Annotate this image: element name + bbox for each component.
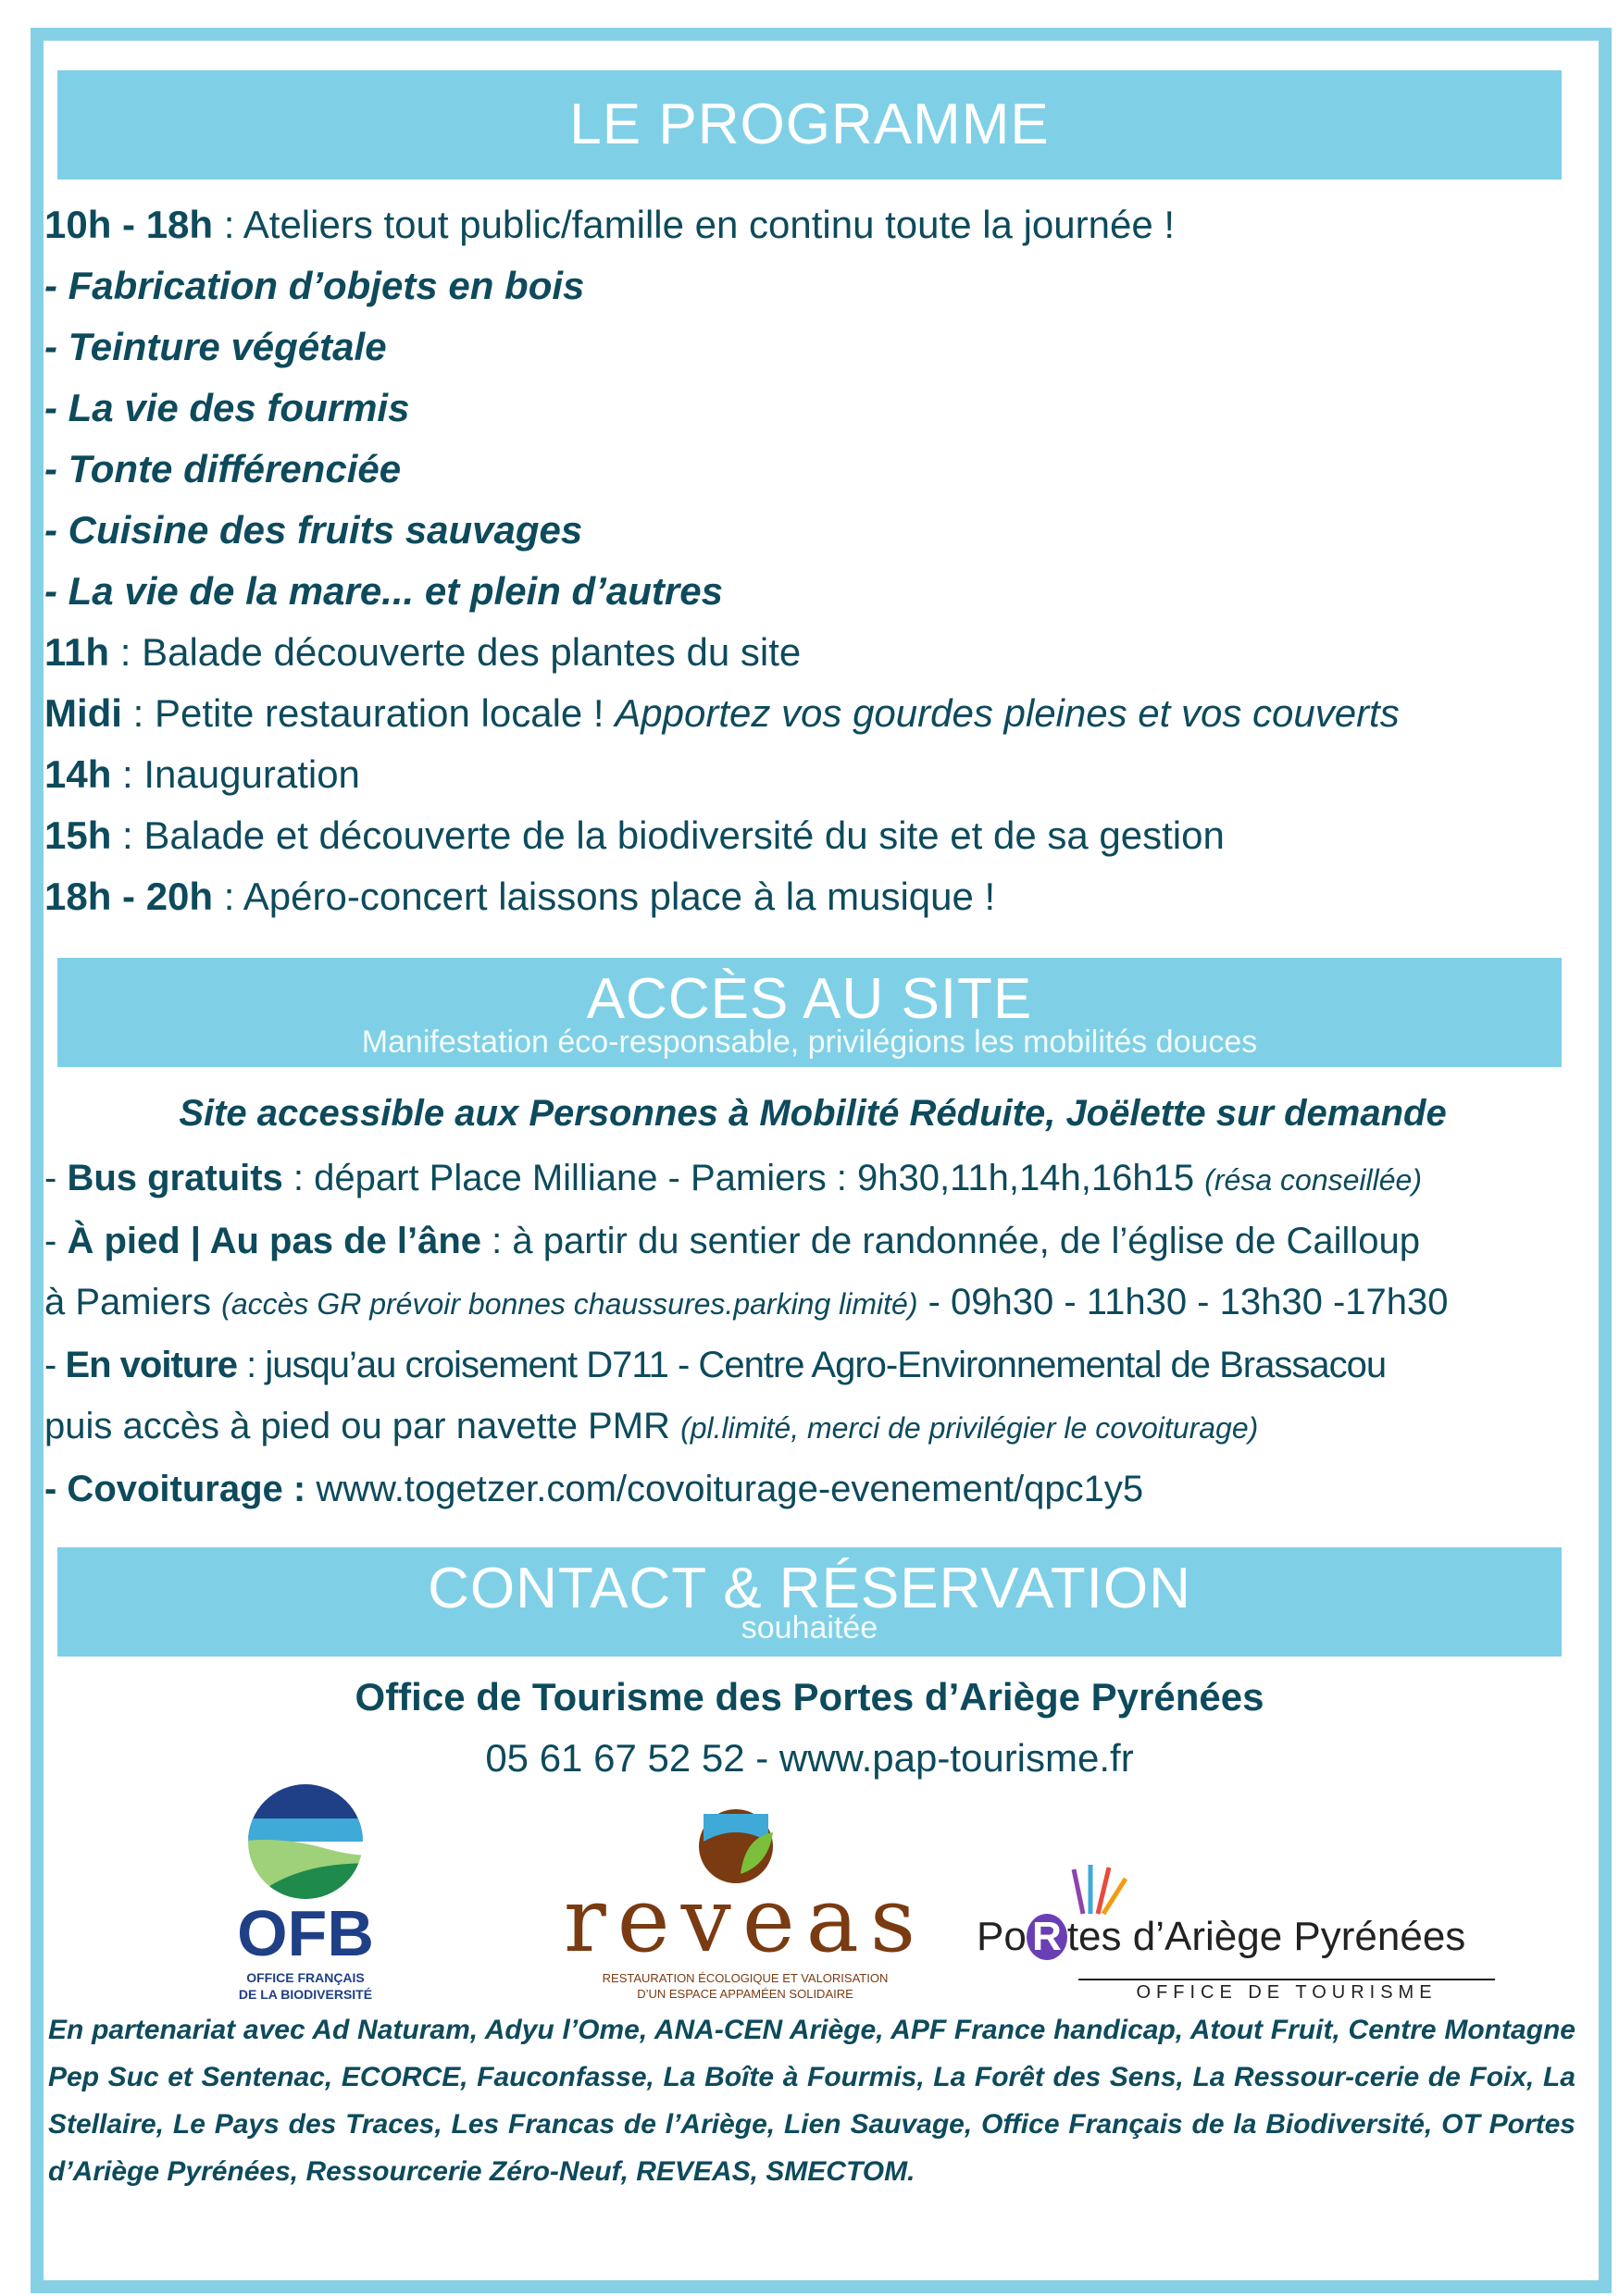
pied2-text: à Pamiers [44,1282,222,1322]
contact-banner [57,1547,1562,1657]
acces-list [44,1079,1581,1520]
reveas-logo [542,1805,949,1999]
activity-item: - Fabrication d’objets en bois [44,264,585,307]
item-text: : Ateliers tout public/famille en continu toute la journée ! [213,203,1176,246]
portes-rest: tes d’Ariège Pyrénées [1066,1914,1466,1959]
item-time: 14h [44,752,112,796]
reveas-sub1: RESTAURATION ÉCOLOGIQUE ET VALORISATION [602,1971,889,1985]
acces-pied [44,1210,1581,1272]
dash: - [44,1221,68,1261]
activity-item: - La vie de la mare... et plein d’autres [44,569,723,613]
item-time: 11h [44,630,110,674]
contact-title: CONTACT & RÉSERVATION [428,1557,1191,1620]
ofb-sub1: OFFICE FRANÇAIS [246,1970,365,1985]
item-time: 10h - 18h [44,203,214,246]
item-time: Midi [44,691,122,735]
activity-item: - La vie des fourmis [44,386,410,429]
programme-item [44,744,1581,805]
portes-name [977,1914,1465,1960]
acces-voiture [44,1334,1581,1396]
voiture-label: En voiture [65,1345,238,1385]
programme-item [44,805,1581,866]
item-text: : Inauguration [111,752,360,796]
portes-logo [977,1860,1560,2008]
activity-item: - Tonte différenciée [44,447,402,490]
programme-title: LE PROGRAMME [569,93,1050,156]
covoit-label: - Covoiturage : [44,1469,306,1509]
pied-label: À pied | Au pas de l’âne [67,1221,482,1261]
pied2-note: (accès GR prévoir bonnes chaussures.parking limité) [221,1287,918,1321]
activity-item: - Teinture végétale [44,325,387,368]
acces-subtitle: Manifestation éco-responsable, privilégions les mobilités douces [361,1024,1258,1060]
pied2-times: - 09h30 - 11h30 - 13h30 -17h30 [917,1282,1449,1322]
item-text: : Balade et découverte de la biodiversité du site et de sa gestion [111,813,1225,857]
acces-bus [44,1148,1581,1210]
pied-text: : à partir du sentier de randonnée, de l’église de Cailloup [481,1221,1420,1261]
programme-item [44,194,1581,255]
contact-org: Office de Tourisme des Portes d’Ariège Pyrénées [355,1675,1264,1719]
acces-voiture-cont [44,1396,1581,1458]
item-time: 18h - 20h [44,875,214,918]
voiture-text: : jusqu’au croisement D711 - Centre Agro-Environnemental de Brassacou [237,1345,1387,1385]
acces-title: ACCÈS AU SITE [586,967,1033,1031]
bus-text: : départ Place Milliane - Pamiers : 9h30,11h,14h,16h15 [282,1158,1205,1198]
acces-covoit [44,1458,1581,1520]
portes-prefix: Po [977,1914,1027,1959]
voiture2-text: puis accès à pied ou par navette PMR [44,1406,681,1446]
ofb-emblem-icon [213,1781,398,1902]
programme-item [44,683,1581,744]
programme-list [44,194,1581,927]
bus-label: Bus gratuits [67,1158,283,1198]
reveas-name: reveas [563,1868,928,1972]
item-text: : Petite restauration locale ! [121,691,616,735]
acces-banner [57,958,1562,1067]
dash: - [44,1345,66,1385]
ofb-logo [213,1781,398,2004]
programme-item [44,622,1581,683]
pmr-notice: Site accessible aux Personnes à Mobilité Réduite, Joëlette sur demande [179,1093,1447,1134]
reveas-sub2: D’UN ESPACE APPAMÉEN SOLIDAIRE [637,1987,853,2001]
contact-subtitle: souhaitée [741,1610,878,1645]
ofb-name: OFB [237,1897,374,1969]
ofb-sub2: DE LA BIODIVERSITÉ [238,1987,373,2002]
item-note: Apportez vos gourdes pleines et vos couverts [615,691,1400,735]
portes-r: R [1027,1914,1067,1960]
item-text: : Apéro-concert laissons place à la musique ! [213,875,996,918]
programme-banner [57,70,1562,180]
item-time: 15h [44,813,112,857]
partners-text: En partenariat avec Ad Naturam, Adyu l’Ome, ANA-CEN Ariège, APF France handicap, Atout Fruit, Centre Montagne Pep Suc et Sentenac, ECORCE, Fauconfasse, La Boîte à Fourmis, La Forêt des Sens, La Ressour-cerie de Foix, La Stellaire, Le Pays des Traces, Les Francas de l’Ariège, Lien Sauvage, Office Français de la Biodiversité, OT Portes d’Ariège Pyrénées, Ressourcerie Zéro-Neuf, REVEAS, SMECTOM. [48,2015,1575,2187]
voiture2-note: (pl.limité, merci de privilégier le covoiturage) [680,1411,1259,1445]
programme-item [44,866,1581,927]
bus-note: (résa conseillée) [1204,1163,1422,1197]
activity-item: - Cuisine des fruits sauvages [44,508,583,552]
acces-pied-cont [44,1272,1581,1334]
portes-sub: OFFICE DE TOURISME [1078,1979,1495,2004]
dash: - [44,1158,68,1198]
portes-rays-icon [1065,1860,1139,1916]
contact-line[interactable]: 05 61 67 52 52 - www.pap-tourisme.fr [485,1736,1134,1780]
covoit-url[interactable]: www.togetzer.com/covoiturage-evenement/qpc1y5 [305,1469,1144,1509]
item-text: : Balade découverte des plantes du site [109,630,802,674]
